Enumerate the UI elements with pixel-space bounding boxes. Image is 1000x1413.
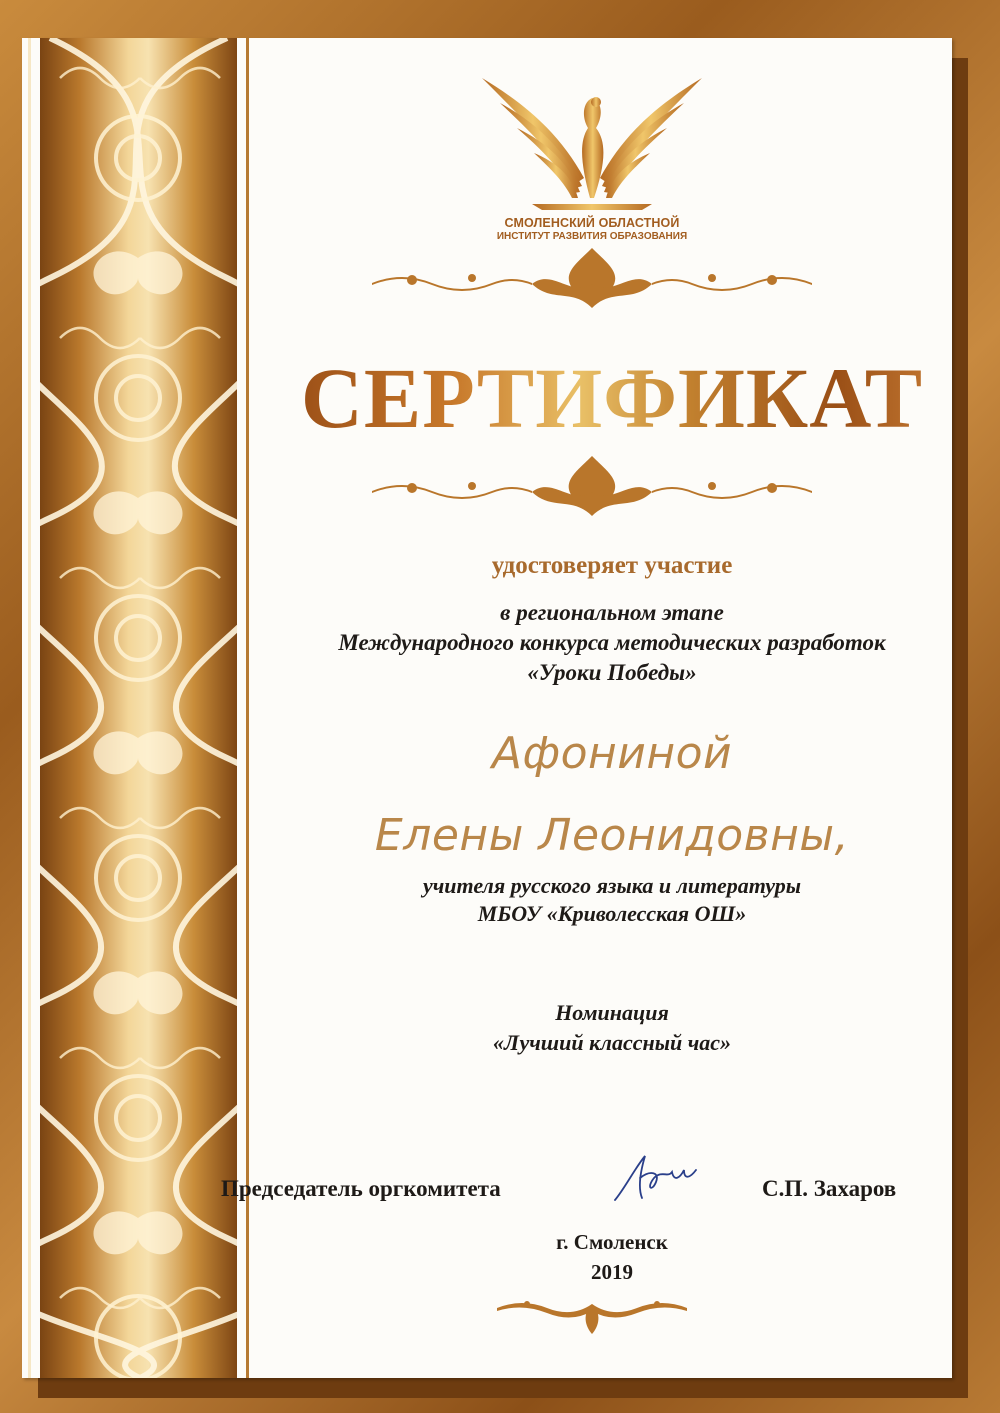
phoenix-icon [472, 58, 712, 218]
event-contest: Международного конкурса методических разработок [338, 630, 886, 655]
ornament-divider-footer [497, 1286, 687, 1336]
signatory-role: Председатель оргкомитета [221, 1176, 501, 1201]
nomination-label: Номинация [555, 1000, 669, 1025]
city: г. Смоленск [556, 1230, 668, 1254]
certificate-title: СЕРТИФИКАТ [292, 348, 932, 448]
signature-icon [610, 1148, 700, 1208]
signatory-name: С.П. Захаров [762, 1176, 897, 1201]
event-stage: в региональном этапе [500, 600, 724, 625]
recipient-school: МБОУ «Криволесская ОШ» [477, 901, 747, 926]
event-name: «Уроки Победы» [527, 660, 697, 685]
institute-logo [472, 58, 712, 258]
year: 2019 [591, 1260, 633, 1284]
certificate-sheet [22, 38, 952, 1378]
recipient-position: учителя русского языка и литературы [422, 873, 802, 898]
nomination-value: «Лучший классный час» [492, 1030, 732, 1055]
logo-text-line1: СМОЛЕНСКИЙ ОБЛАСТНОЙ [504, 216, 680, 230]
ornament-divider-bottom [372, 456, 812, 526]
logo-text-line2: ИНСТИТУТ РАЗВИТИЯ ОБРАЗОВАНИЯ [496, 231, 688, 242]
recipient-given-names: Елены Леонидовны, [374, 810, 850, 861]
recipient-surname: Афониной [491, 728, 733, 779]
strip-border-left [28, 38, 31, 1378]
ornament-strip [40, 38, 237, 1378]
certifies-text: удостоверяет участие [491, 552, 733, 579]
floral-ornament-icon [40, 38, 237, 1378]
ornament-divider-top [372, 248, 812, 318]
